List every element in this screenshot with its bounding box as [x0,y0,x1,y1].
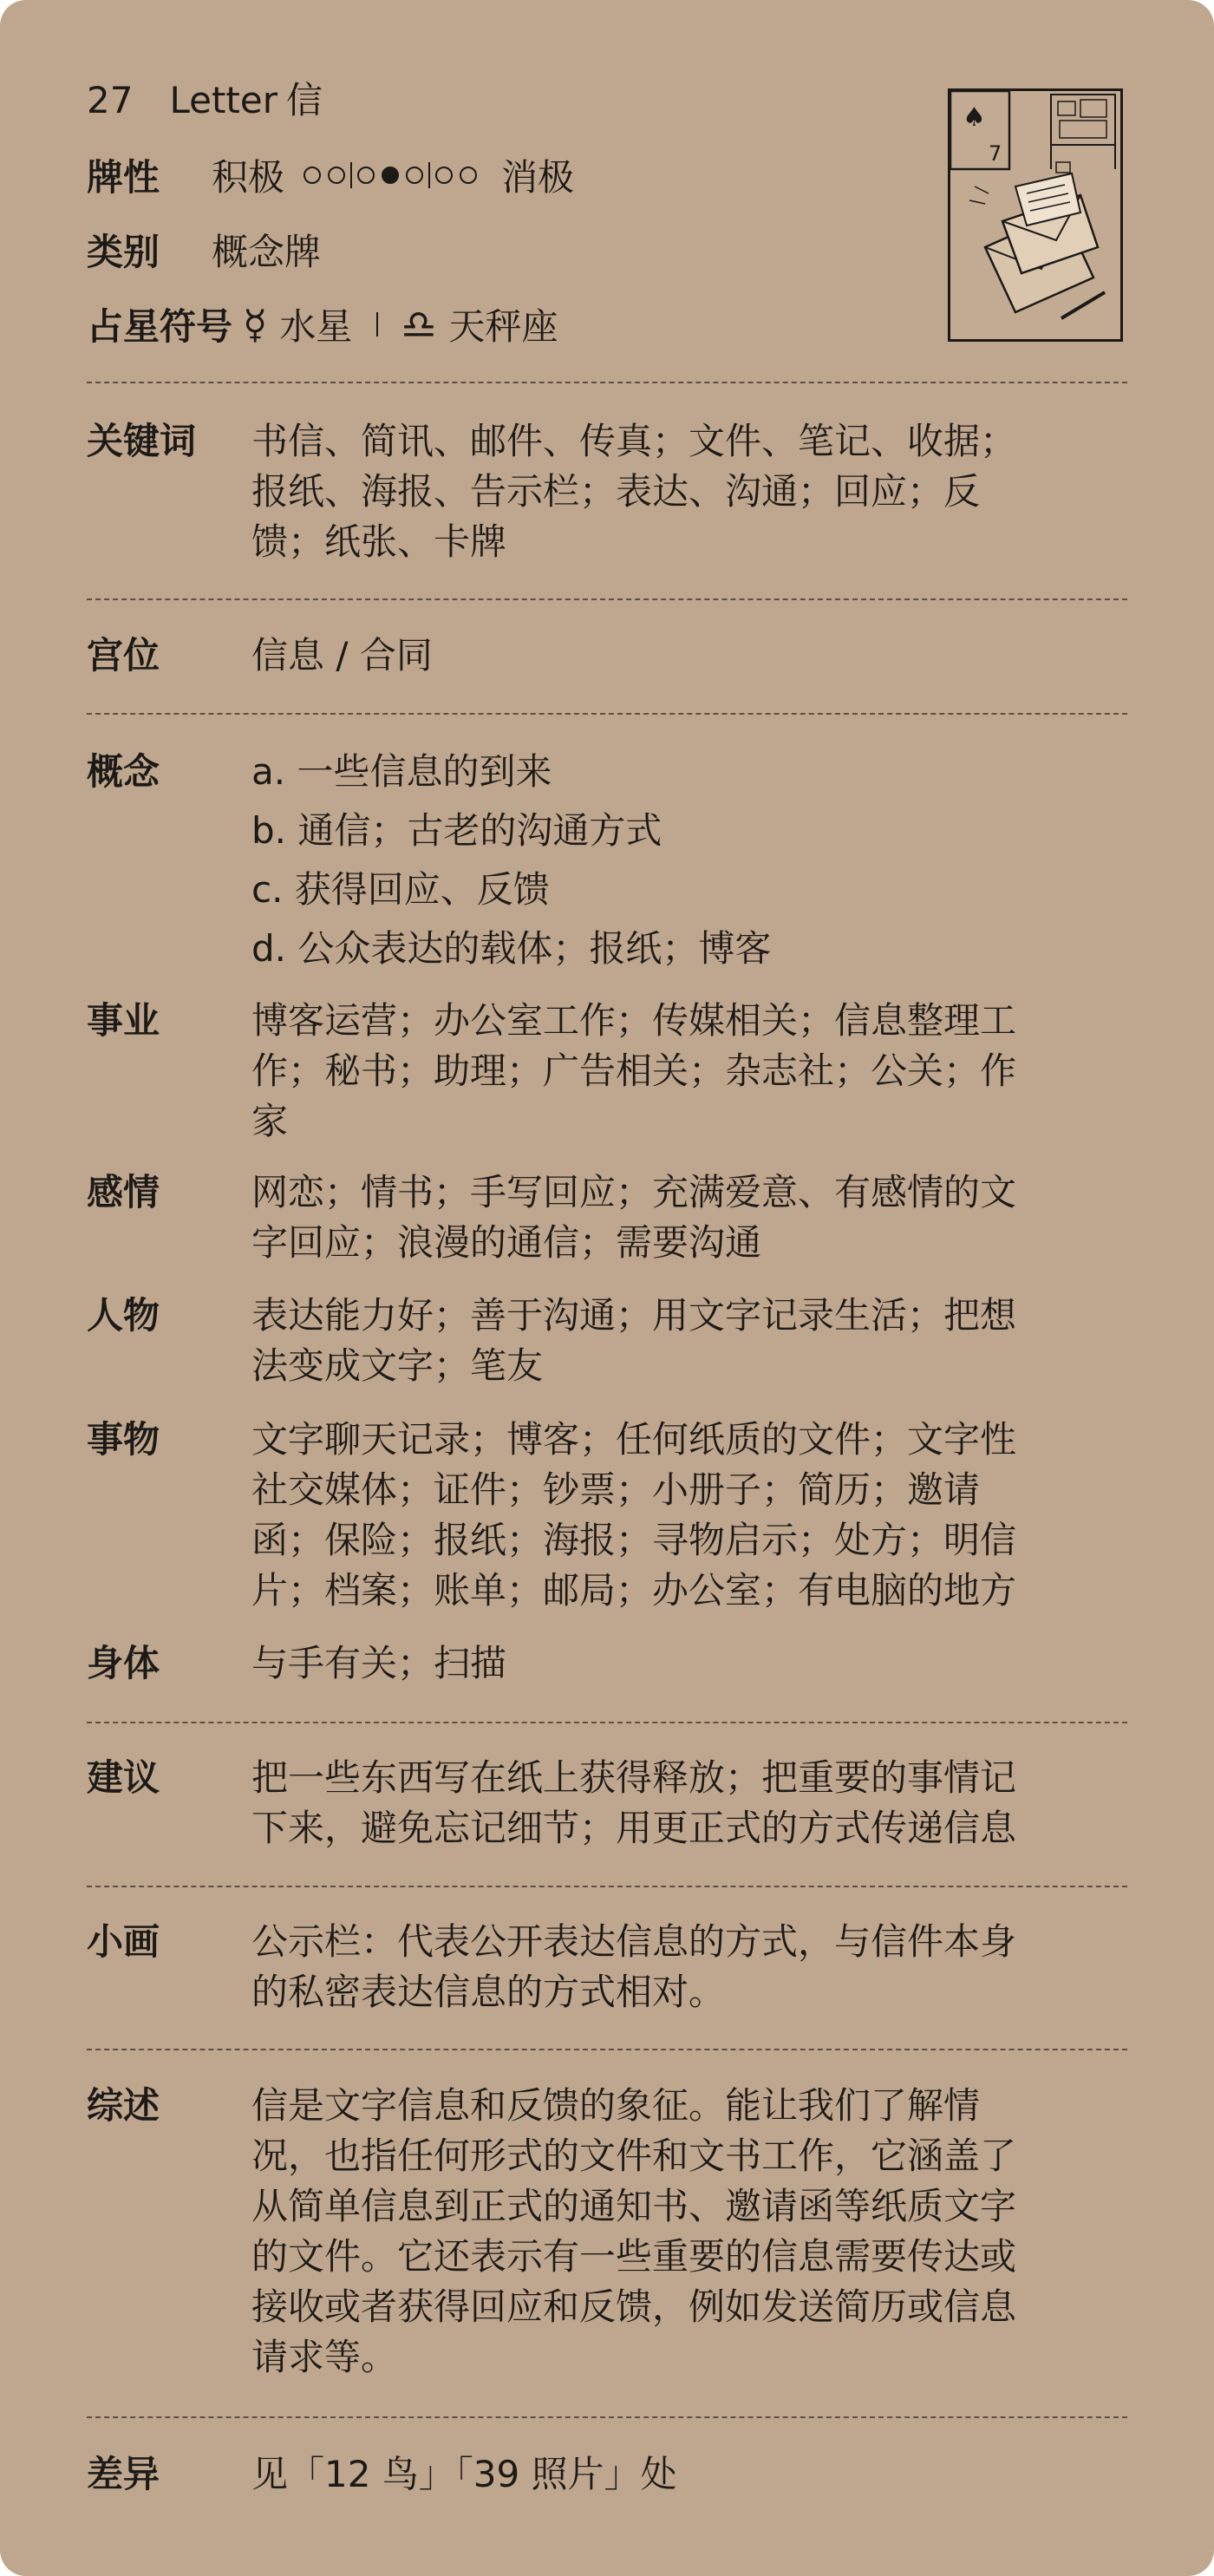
person-label: 人物 [87,1294,160,1337]
scale-dot [460,167,477,184]
difference-section [87,2449,1127,2500]
person-text: 表达能力好；善于沟通；用文字记录生活；把想 法变成文字；笔友 [251,1294,1017,1387]
sketch-label: 小画 [87,1920,160,1963]
keywords-label: 关键词 [87,420,197,462]
scale-dot [328,167,345,184]
astrology-sign: 天秤座 [448,305,558,348]
body-label: 身体 [87,1642,160,1684]
scale-separator [350,162,352,188]
concept-item: b. 通信；古老的沟通方式 [251,809,662,852]
keywords-section [87,416,1127,567]
category-label: 类别 [87,231,160,273]
summary-text: 信是文字信息和反馈的象征。能让我们了解情 况，也指任何形式的文件和文书工作，它涵盖了 从简单信息到正式的通知书、邀请函等纸质文字 的文件。它还表示有一些重要的信息需要传达或 接收或者获得回应和反馈，例如发送简历或信息 请求等。 [251,2084,1017,2378]
astrology-planet: 水星 [279,305,353,348]
difference-text: 见「12 鸟」「39 照片」处 [251,2453,677,2495]
divider [87,1722,1127,1723]
house-section [87,631,1127,681]
love-section [87,1167,1127,1268]
objects-label: 事物 [87,1418,160,1461]
astrology-label: 占星符号 [87,305,233,348]
divider [87,382,1127,383]
house-text: 信息 / 合同 [251,634,433,677]
summary-label: 综述 [87,2084,160,2127]
scale-dot [406,167,423,184]
body-section [87,1638,1127,1689]
scale-separator [428,162,430,188]
scale-dot [357,167,375,184]
love-text: 网恋；情书；手写回应；充满爱意、有感情的文 字回应；浪漫的通信；需要沟通 [251,1171,1017,1264]
card-name-en: Letter [169,79,277,121]
sketch-text: 公示栏：代表公开表达信息的方式，与信件本身 的私密表达信息的方式相对。 [251,1920,1017,2013]
advice-label: 建议 [87,1756,160,1799]
body-text: 与手有关；扫描 [251,1642,507,1684]
summary-section [87,2081,1127,2383]
person-section [87,1291,1127,1391]
sketch-section [87,1917,1127,2017]
scale-dot [304,167,321,184]
divider [87,2416,1127,2418]
career-label: 事业 [87,999,160,1042]
divider [87,1886,1127,1887]
nature-positive: 积极 [212,156,285,199]
thumb-suit: ♠ [963,102,986,133]
advice-section [87,1753,1127,1854]
scale-dot-filled [382,167,399,184]
concept-list [251,742,1127,978]
objects-text: 文字聊天记录；博客；任何纸质的文件；文字性 社交媒体；证件；钞票；小册子；简历；邀请 函；保险；报纸；海报；寻物启示；处方；明信 片；档案；账单；邮局；办公室；有电脑的地方 [251,1418,1017,1612]
keywords-text: 书信、简讯、邮件、传真；文件、笔记、收据； 报纸、海报、告示栏；表达、沟通；回应；反 馈；纸张、卡牌 [251,420,1017,563]
divider [87,598,1127,600]
career-section [87,996,1127,1147]
card-name-cn: 信 [286,79,323,121]
career-text: 博客运营；办公室工作；传媒相关；信息整理工 作；秘书；助理；广告相关；杂志社；公关；作 家 [251,999,1017,1142]
nature-negative: 消极 [501,156,575,199]
scale-dot [435,167,453,184]
astrology-separator [376,312,378,337]
concept-item: d. 公众表达的载体；报纸；博客 [251,927,772,970]
difference-label: 差异 [87,2453,160,2495]
thumb-number: 7 [989,141,1002,166]
love-label: 感情 [87,1171,160,1213]
divider [87,2049,1127,2050]
card-thumbnail [948,88,1123,342]
objects-section [87,1415,1127,1616]
mercury-icon: ☿ [243,301,268,348]
nature-label: 牌性 [87,156,160,199]
concept-section [87,742,1127,978]
divider [87,713,1127,715]
concept-label: 概念 [87,750,160,793]
nature-scale [300,162,480,188]
advice-text: 把一些东西写在纸上获得释放；把重要的事情记 下来，避免忘记细节；用更正式的方式传递信息 [251,1756,1017,1849]
letter-illustration-icon [950,91,1120,339]
libra-icon: ♎ [401,301,437,348]
house-label: 宫位 [87,634,160,677]
concept-item: a. 一些信息的到来 [251,750,552,793]
concept-item: c. 获得回应、反馈 [251,868,550,911]
category-value: 概念牌 [212,231,322,273]
card-number: 27 [87,79,134,121]
